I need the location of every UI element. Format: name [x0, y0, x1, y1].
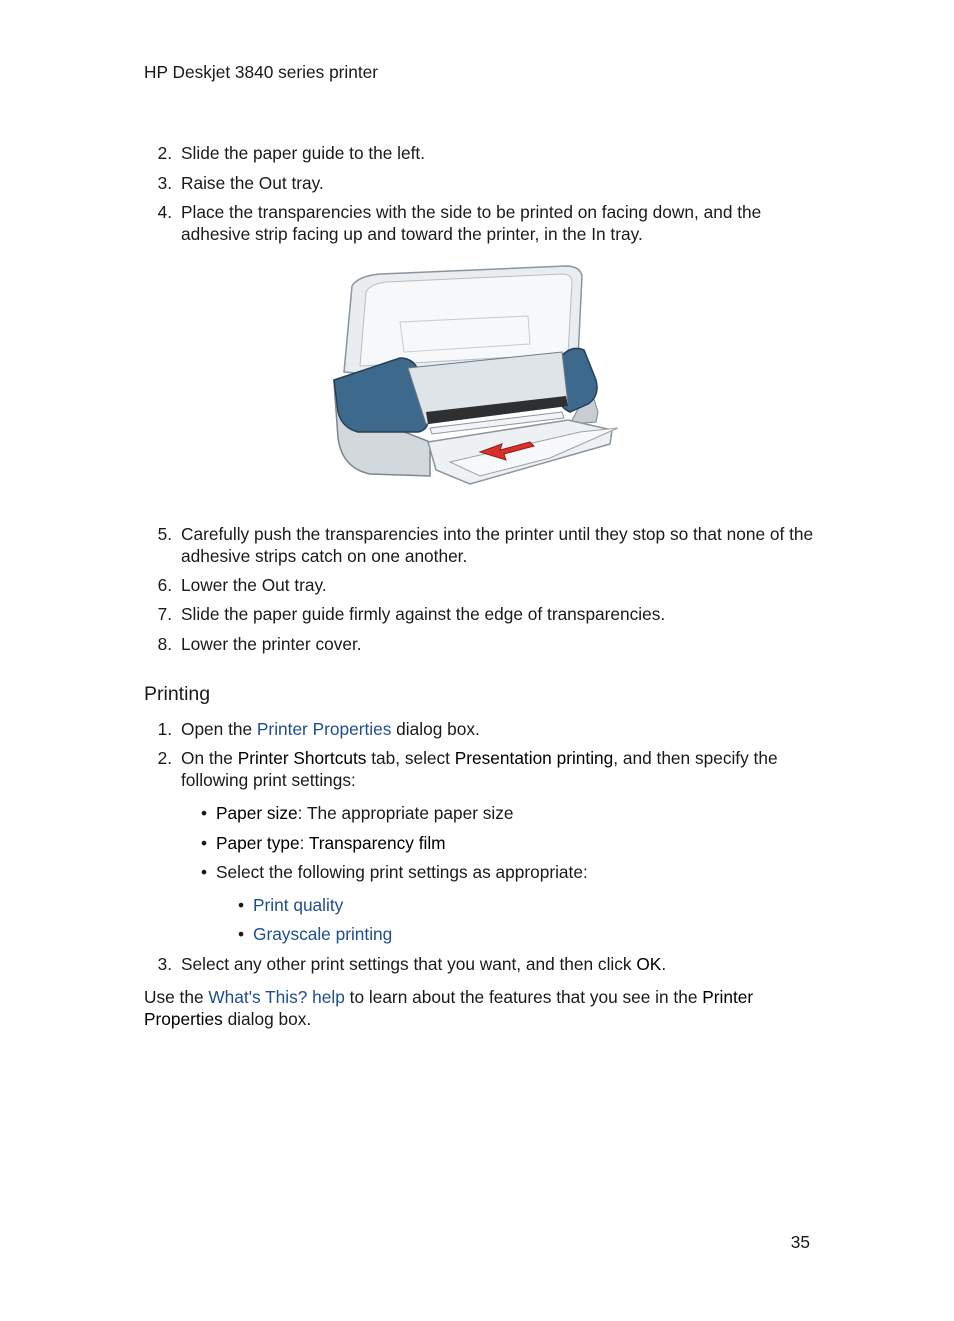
- text-run: tab, select: [366, 748, 455, 768]
- step-number: 7.: [157, 604, 172, 624]
- text-run: dialog box.: [222, 1009, 312, 1029]
- bullet-icon: •: [201, 803, 208, 823]
- text-run: Open the: [181, 719, 257, 739]
- text-run: :: [297, 803, 307, 823]
- step-number: 8.: [157, 634, 172, 654]
- text-run: Use the: [144, 987, 209, 1007]
- bullet-text: Select the following print settings as appropriate:: [216, 862, 588, 882]
- print-quality-link[interactable]: Print quality: [253, 895, 344, 915]
- text-run: , and then specify the following print settings:: [181, 748, 778, 790]
- setting-label: Paper size: [216, 803, 298, 823]
- step-text: Lower the printer cover.: [181, 634, 362, 654]
- step-text: Carefully push the transparencies into the printer until they stop so that none of the adhesive strips catch on one another.: [181, 524, 814, 566]
- step-text: [181, 953, 821, 975]
- bullet-icon: •: [201, 862, 208, 882]
- step-number: 3.: [157, 954, 172, 974]
- bullet-icon: •: [201, 833, 208, 853]
- step-text: Lower the Out tray.: [181, 575, 327, 595]
- running-header: HP Deskjet 3840 series printer: [144, 62, 379, 82]
- presentation-printing-term: Presentation printing: [454, 748, 614, 768]
- step-text: Place the transparencies with the side to be printed on facing down, and the adhesive strip facing up and toward the printer, in the In tray.: [181, 202, 762, 244]
- grayscale-printing-link[interactable]: Grayscale printing: [253, 924, 393, 944]
- step-number: 4.: [157, 202, 172, 222]
- closing-paragraph: [144, 986, 824, 1030]
- text-run: dialog box.: [391, 719, 480, 739]
- text-run: :: [299, 833, 309, 853]
- printer-properties-term: Printer Properties: [144, 987, 754, 1029]
- whats-this-help-link[interactable]: What's This? help: [208, 987, 345, 1007]
- step-number: 6.: [157, 575, 172, 595]
- step-number: 5.: [157, 524, 172, 544]
- ok-term: OK: [636, 954, 662, 974]
- printer-properties-link[interactable]: Printer Properties: [256, 719, 392, 739]
- printer-loading-illustration: [330, 262, 622, 496]
- step-text: [181, 747, 821, 791]
- setting-value: The appropriate paper size: [306, 803, 514, 823]
- step-number: 1.: [157, 719, 172, 739]
- step-number: 2.: [157, 143, 172, 163]
- step-text: Raise the Out tray.: [181, 173, 324, 193]
- bullet-icon: •: [238, 895, 245, 915]
- text-run: Select any other print settings that you want, and then click: [181, 954, 637, 974]
- step-number: 3.: [157, 173, 172, 193]
- setting-label: Paper type: [216, 833, 300, 853]
- bullet-text: [216, 802, 514, 824]
- section-title: Printing: [144, 683, 211, 705]
- step-text: Slide the paper guide firmly against the edge of transparencies.: [181, 604, 666, 624]
- step-text: Slide the paper guide to the left.: [181, 143, 426, 163]
- text-run: .: [661, 954, 667, 974]
- setting-value: Transparency film: [308, 833, 446, 853]
- text-run: to learn about the features that you see in the: [344, 987, 703, 1007]
- printer-shortcuts-term: Printer Shortcuts: [237, 748, 367, 768]
- bullet-text: [216, 832, 446, 854]
- step-text: [181, 718, 821, 740]
- page-number: 35: [790, 1232, 810, 1252]
- bullet-icon: •: [238, 924, 245, 944]
- step-number: 2.: [157, 748, 172, 768]
- text-run: On the: [181, 748, 238, 768]
